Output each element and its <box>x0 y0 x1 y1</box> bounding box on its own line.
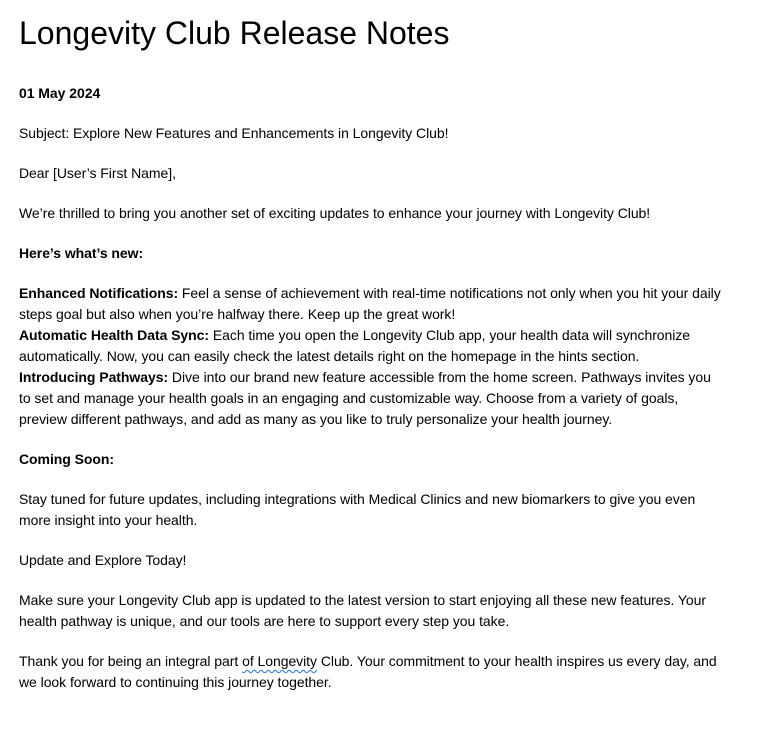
update-paragraph: Make sure your Longevity Club app is updated to the latest version to start enjoying all these new features. Your health pathway is unique, and our tools are here to support every step you take. <box>19 592 706 629</box>
feature-label: Automatic Health Data Sync: <box>19 327 210 343</box>
closing-text-after: Club. Your commitment to your health inspires us every day, and we look forward to continuing this journey together. <box>19 653 717 690</box>
feature-item-enhanced-notifications <box>19 283 725 325</box>
features-list <box>19 283 725 430</box>
spellcheck-flagged-text[interactable]: of Longevity <box>242 653 317 669</box>
feature-label: Introducing Pathways: <box>19 369 169 385</box>
document-title: Longevity Club Release Notes <box>19 15 450 51</box>
feature-item-introducing-pathways <box>19 367 725 430</box>
update-cta-line: Update and Explore Today! <box>19 552 187 568</box>
intro-paragraph: We’re thrilled to bring you another set of exciting updates to enhance your journey with Longevity Club! <box>19 205 651 221</box>
coming-soon-paragraph: Stay tuned for future updates, including integrations with Medical Clinics and new biomarkers to give you even more insight into your health. <box>19 491 696 528</box>
date-line: 01 May 2024 <box>19 85 101 101</box>
closing-paragraph <box>19 651 725 693</box>
feature-item-automatic-health-data-sync <box>19 325 725 367</box>
feature-text: Dive into our brand new feature accessible from the home screen. Pathways invites you to set and manage your health goals in an engaging and customizable way. Choose from a variety of goals, preview different pathways, and add as many as you like to truly personalize your health journey. <box>19 369 711 427</box>
feature-text: Each time you open the Longevity Club app, your health data will synchronize automatically. Now, you can easily check the latest details right on the homepage in the hints section. <box>19 327 691 364</box>
closing-text-before: Thank you for being an integral part <box>19 653 243 669</box>
subject-line: Subject: Explore New Features and Enhancements in Longevity Club! <box>19 125 449 141</box>
coming-soon-heading: Coming Soon: <box>19 451 115 467</box>
greeting-line: Dear [User’s First Name], <box>19 165 176 181</box>
feature-label: Enhanced Notifications: <box>19 285 179 301</box>
feature-text: Feel a sense of achievement with real-time notifications not only when you hit your daily steps goal but also when you’re halfway there. Keep up the great work! <box>19 285 721 322</box>
whats-new-heading: Here’s what’s new: <box>19 245 144 261</box>
